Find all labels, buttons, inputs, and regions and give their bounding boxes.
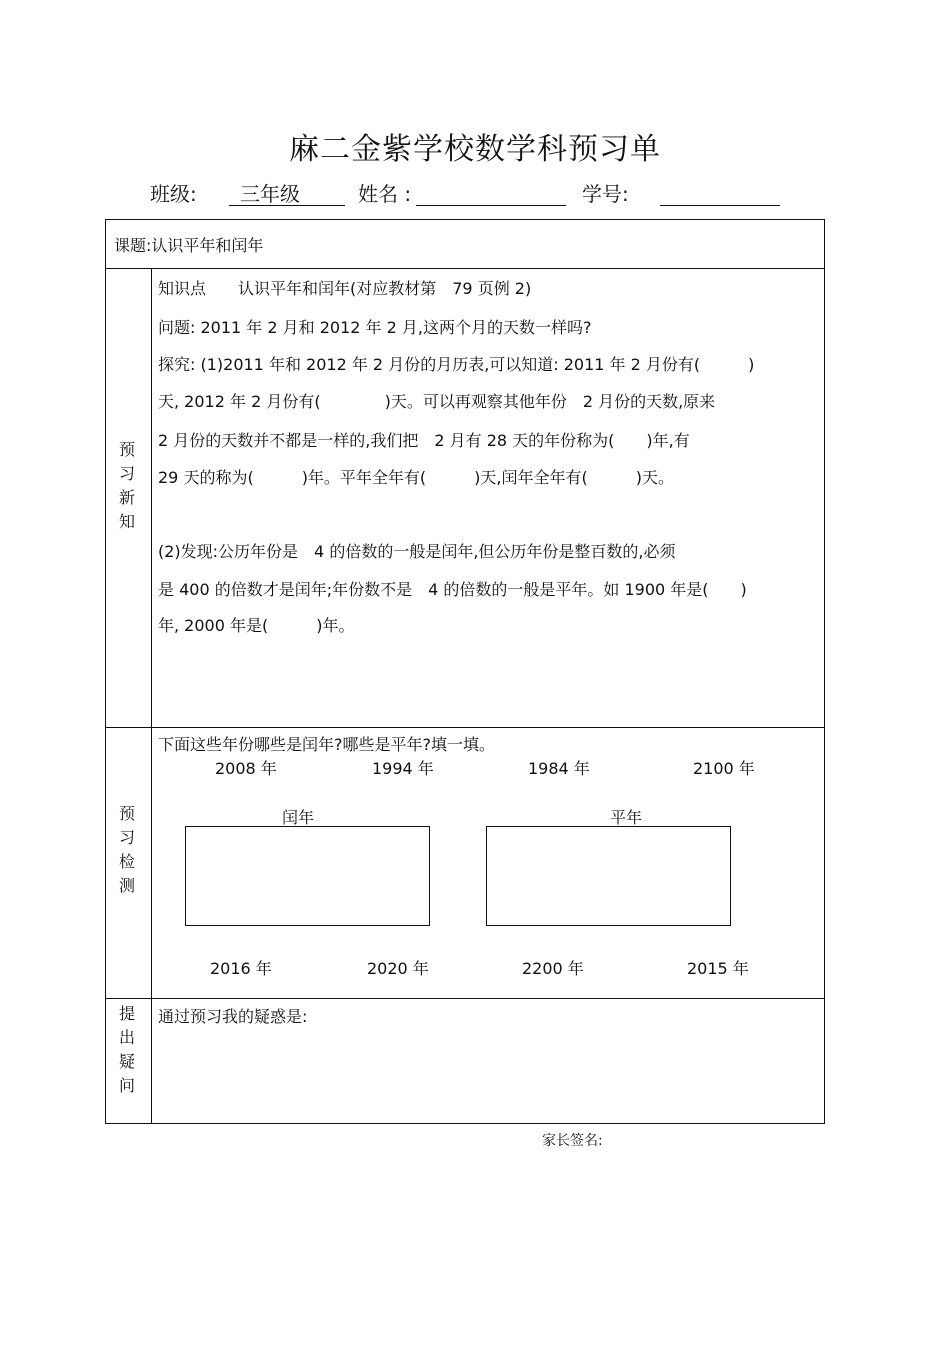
- question-prompt: 通过预习我的疑惑是:: [158, 1007, 308, 1026]
- page-title: 麻二金紫学校数学科预习单: [289, 132, 661, 167]
- common-year-answer-box[interactable]: [486, 826, 731, 926]
- preview-section-label: 预习新知: [118, 440, 135, 531]
- explore-line-4: 29 天的称为( )年。平年全年有( )天,闰年全年有( )天。: [158, 468, 674, 487]
- explore-line-2: 天, 2012 年 2 月份有( )天。可以再观察其他年份 2 月份的天数,原来: [158, 392, 716, 411]
- class-value: 三年级: [240, 182, 300, 206]
- year-item: 2100 年: [693, 759, 755, 778]
- common-year-label: 平年: [610, 808, 643, 827]
- discover-line-2: 是 400 的倍数才是闰年;年份数不是 4 的倍数的一般是平年。如 1900 年是( ): [158, 580, 747, 599]
- year-item: 1994 年: [372, 759, 434, 778]
- year-item: 2016 年: [210, 959, 272, 978]
- name-label: 姓名 :: [358, 182, 412, 206]
- leap-year-answer-box[interactable]: [185, 826, 430, 926]
- name-underline: [416, 205, 566, 206]
- discover-line-1: (2)发现:公历年份是 4 的倍数的一般是闰年,但公历年份是整百数的,必须: [158, 542, 676, 561]
- question-section-label: 提出疑问: [118, 1004, 135, 1095]
- class-label: 班级:: [150, 182, 197, 206]
- year-item: 1984 年: [528, 759, 590, 778]
- parent-signature-label: 家长签名:: [542, 1133, 603, 1149]
- year-item: 2015 年: [687, 959, 749, 978]
- explore-line-3: 2 月份的天数并不都是一样的,我们把 2 月有 28 天的年份称为( )年,有: [158, 431, 690, 450]
- check-instruction: 下面这些年份哪些是闰年?哪些是平年?填一填。: [158, 735, 495, 754]
- leap-year-label: 闰年: [282, 808, 315, 827]
- number-underline: [660, 205, 780, 206]
- check-section-label: 预习检测: [118, 804, 135, 895]
- class-underline: [229, 205, 345, 206]
- knowledge-point-line: 知识点 认识平年和闰年(对应教材第 79 页例 2): [158, 279, 532, 298]
- year-item: 2020 年: [367, 959, 429, 978]
- discover-line-3: 年, 2000 年是( )年。: [158, 616, 355, 635]
- number-label: 学号:: [582, 182, 629, 206]
- question-line: 问题: 2011 年 2 月和 2012 年 2 月,这两个月的天数一样吗?: [158, 318, 592, 337]
- explore-line-1: 探究: (1)2011 年和 2012 年 2 月份的月历表,可以知道: 2011 年 2 月份有( ): [158, 355, 755, 374]
- year-item: 2008 年: [215, 759, 277, 778]
- topic-label: 课题:认识平年和闰年: [114, 236, 264, 255]
- year-item: 2200 年: [522, 959, 584, 978]
